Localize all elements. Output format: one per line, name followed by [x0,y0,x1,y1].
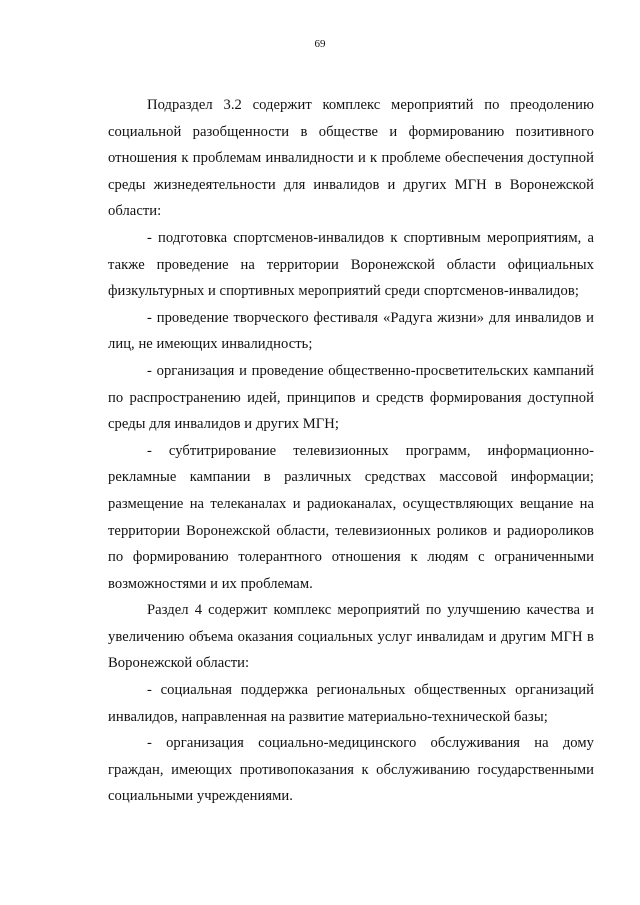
paragraph-subsection-3-2-intro: Подраздел 3.2 содержит комплекс мероприятий по преодолению социальной разобщенности в обществе и формированию позитивного отношения к проблемам инвалидности и к проблеме обеспечения доступной среды жизнедеятельности для инвалидов и других МГН в Воронежской области: [108,97,594,220]
paragraph-festival: - проведение творческого фестиваля «Радуга жизни» для инвалидов и лиц, не имеющих инвалидность; [108,309,594,353]
paragraph-sports-events: - подготовка спортсменов-инвалидов к спортивным мероприятиям, а также проведение на территории Воронежской области официальных физкультурных и спортивных мероприятий среди спортсменов-инвалидов; [108,229,594,300]
paragraph-section-4-intro: Раздел 4 содержит комплекс мероприятий по улучшению качества и увеличению объема оказания социальных услуг инвалидам и другим МГН в Воронежской области: [108,602,594,672]
paragraph-awareness-campaigns: - организация и проведение общественно-просветительских кампаний по распространению идей, принципов и средств формирования доступной среды для инвалидов и других МГН; [108,362,594,433]
paragraph-organizations-support: - социальная поддержка региональных общественных организаций инвалидов, направленная на развитие материально-технической базы; [108,682,594,725]
document-body [108,92,594,810]
paragraph-subtitling: - субтитрирование телевизионных программ, информационно-рекламные кампании в различных средствах массовой информации; размещение на телеканалах и радиоканалах, осуществляющих вещание на территории Воронежской области, телевизионных роликов и радиороликов по формированию толерантного отношения к людям с ограниченными возможностями и их проблемам. [108,442,594,592]
page-number: 69 [314,38,326,50]
paragraph-home-care: - организация социально-медицинского обслуживания на дому граждан, имеющих противопоказания к обслуживанию государственными социальными учреждениями. [108,735,594,805]
